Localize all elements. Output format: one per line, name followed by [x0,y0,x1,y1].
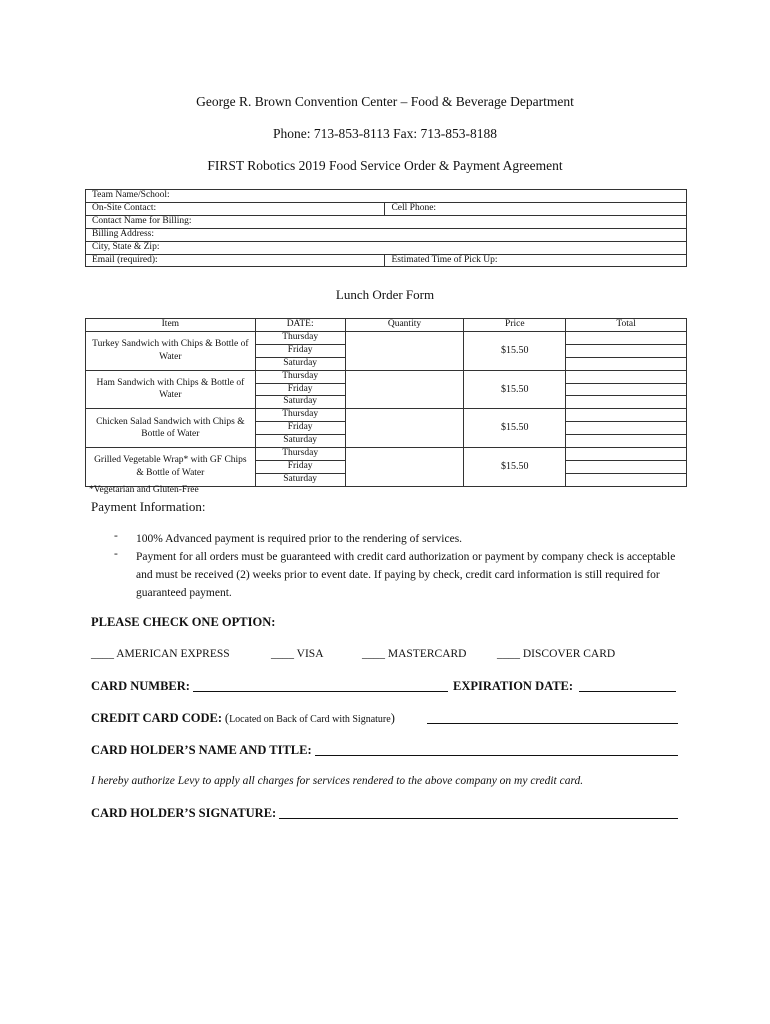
expiration-date-label: EXPIRATION DATE: [453,679,574,693]
day-cell: Friday [255,460,345,473]
table-row [86,370,687,383]
email-field[interactable]: Email (required): [86,254,385,267]
total-cell[interactable] [566,344,687,357]
card-code-note: Located on Back of Card with Signature [229,714,391,725]
option-discover[interactable]: ____ DISCOVER CARD [497,648,616,660]
total-cell[interactable] [566,448,687,461]
total-cell[interactable] [566,473,687,486]
vegetarian-footnote: *Vegetarian and Gluten-Free [89,485,199,495]
col-header-quantity: Quantity [345,319,464,332]
total-cell[interactable] [566,383,687,396]
day-cell: Thursday [255,370,345,383]
day-cell: Thursday [255,409,345,422]
payment-bullet: 100% Advanced payment is required prior to the rendering of services. [136,533,463,545]
quantity-cell[interactable] [345,448,464,487]
card-code-label-group [91,711,395,726]
card-code-line[interactable] [427,711,678,724]
quantity-cell[interactable] [345,331,464,370]
payment-bullet: Payment for all orders must be guaranteed with credit card authorization or payment by company check is acceptable and must be received (2) weeks prior to event date. If paying by check, credit card information is still required for guaranteed payment. [136,551,676,599]
day-cell: Saturday [255,357,345,370]
bullet-marker: - [114,530,118,542]
authorization-statement: I hereby authorize Levy to apply all charges for services rendered to the above company on my credit card. [91,775,584,787]
cell-phone-field[interactable]: Cell Phone: [385,202,687,215]
signature-line[interactable] [279,806,678,819]
pickup-time-field[interactable]: Estimated Time of Pick Up: [385,254,687,267]
day-cell: Friday [255,383,345,396]
day-cell: Saturday [255,396,345,409]
payment-info-title: Payment Information: [91,499,206,514]
card-holder-name-label: CARD HOLDER’S NAME AND TITLE: [91,743,312,757]
header-venue: George R. Brown Convention Center – Food & Beverage Department [196,94,574,109]
total-cell[interactable] [566,422,687,435]
team-name-field[interactable]: Team Name/School: [86,190,687,203]
option-amex[interactable]: ____ AMERICAN EXPRESS [91,648,230,660]
total-cell[interactable] [566,460,687,473]
price-cell: $15.50 [464,370,566,409]
bullet-marker: - [114,548,118,560]
item-name: Ham Sandwich with Chips & Bottle of Water [86,370,256,409]
price-cell: $15.50 [464,409,566,448]
table-row [86,409,687,422]
option-mastercard[interactable]: ____ MASTERCARD [362,648,467,660]
day-cell: Thursday [255,331,345,344]
header-phone: Phone: 713-853-8113 Fax: 713-853-8188 [272,126,498,141]
check-option-title: PLEASE CHECK ONE OPTION: [91,615,276,629]
day-cell: Friday [255,344,345,357]
city-state-zip-field[interactable]: City, State & Zip: [86,241,687,254]
card-code-open-paren: ( [224,711,230,725]
day-cell: Saturday [255,473,345,486]
card-number-line[interactable] [193,679,448,692]
contact-info-table [85,189,687,267]
header-title: FIRST Robotics 2019 Food Service Order & Payment Agreement [207,158,563,173]
quantity-cell[interactable] [345,409,464,448]
card-code-label: CREDIT CARD CODE: [91,711,223,725]
day-cell: Friday [255,422,345,435]
card-number-label: CARD NUMBER: [91,679,190,693]
item-name: Chicken Salad Sandwich with Chips & Bottle of Water [86,409,256,448]
total-cell[interactable] [566,435,687,448]
day-cell: Thursday [255,448,345,461]
order-header-row [86,319,687,332]
card-code-close-paren: ) [390,711,395,725]
item-name: Turkey Sandwich with Chips & Bottle of Water [86,331,256,370]
total-cell[interactable] [566,357,687,370]
table-row [86,448,687,461]
total-cell[interactable] [566,409,687,422]
billing-address-field[interactable]: Billing Address: [86,228,687,241]
total-cell[interactable] [566,331,687,344]
lunch-order-title: Lunch Order Form [335,287,435,302]
expiration-date-line[interactable] [579,679,676,692]
col-header-price: Price [464,319,566,332]
col-header-total: Total [566,319,687,332]
signature-label: CARD HOLDER’S SIGNATURE: [91,806,277,820]
total-cell[interactable] [566,370,687,383]
day-cell: Saturday [255,435,345,448]
col-header-item: Item [86,319,256,332]
price-cell: $15.50 [464,448,566,487]
card-holder-name-line[interactable] [315,743,678,756]
table-row [86,331,687,344]
total-cell[interactable] [566,396,687,409]
quantity-cell[interactable] [345,370,464,409]
item-name: Grilled Vegetable Wrap* with GF Chips & Bottle of Water [86,448,256,487]
option-visa[interactable]: ____ VISA [271,648,324,660]
col-header-date: DATE: [255,319,345,332]
lunch-order-table [85,318,687,487]
price-cell: $15.50 [464,331,566,370]
onsite-contact-field[interactable]: On-Site Contact: [86,202,385,215]
billing-contact-field[interactable]: Contact Name for Billing: [86,215,687,228]
